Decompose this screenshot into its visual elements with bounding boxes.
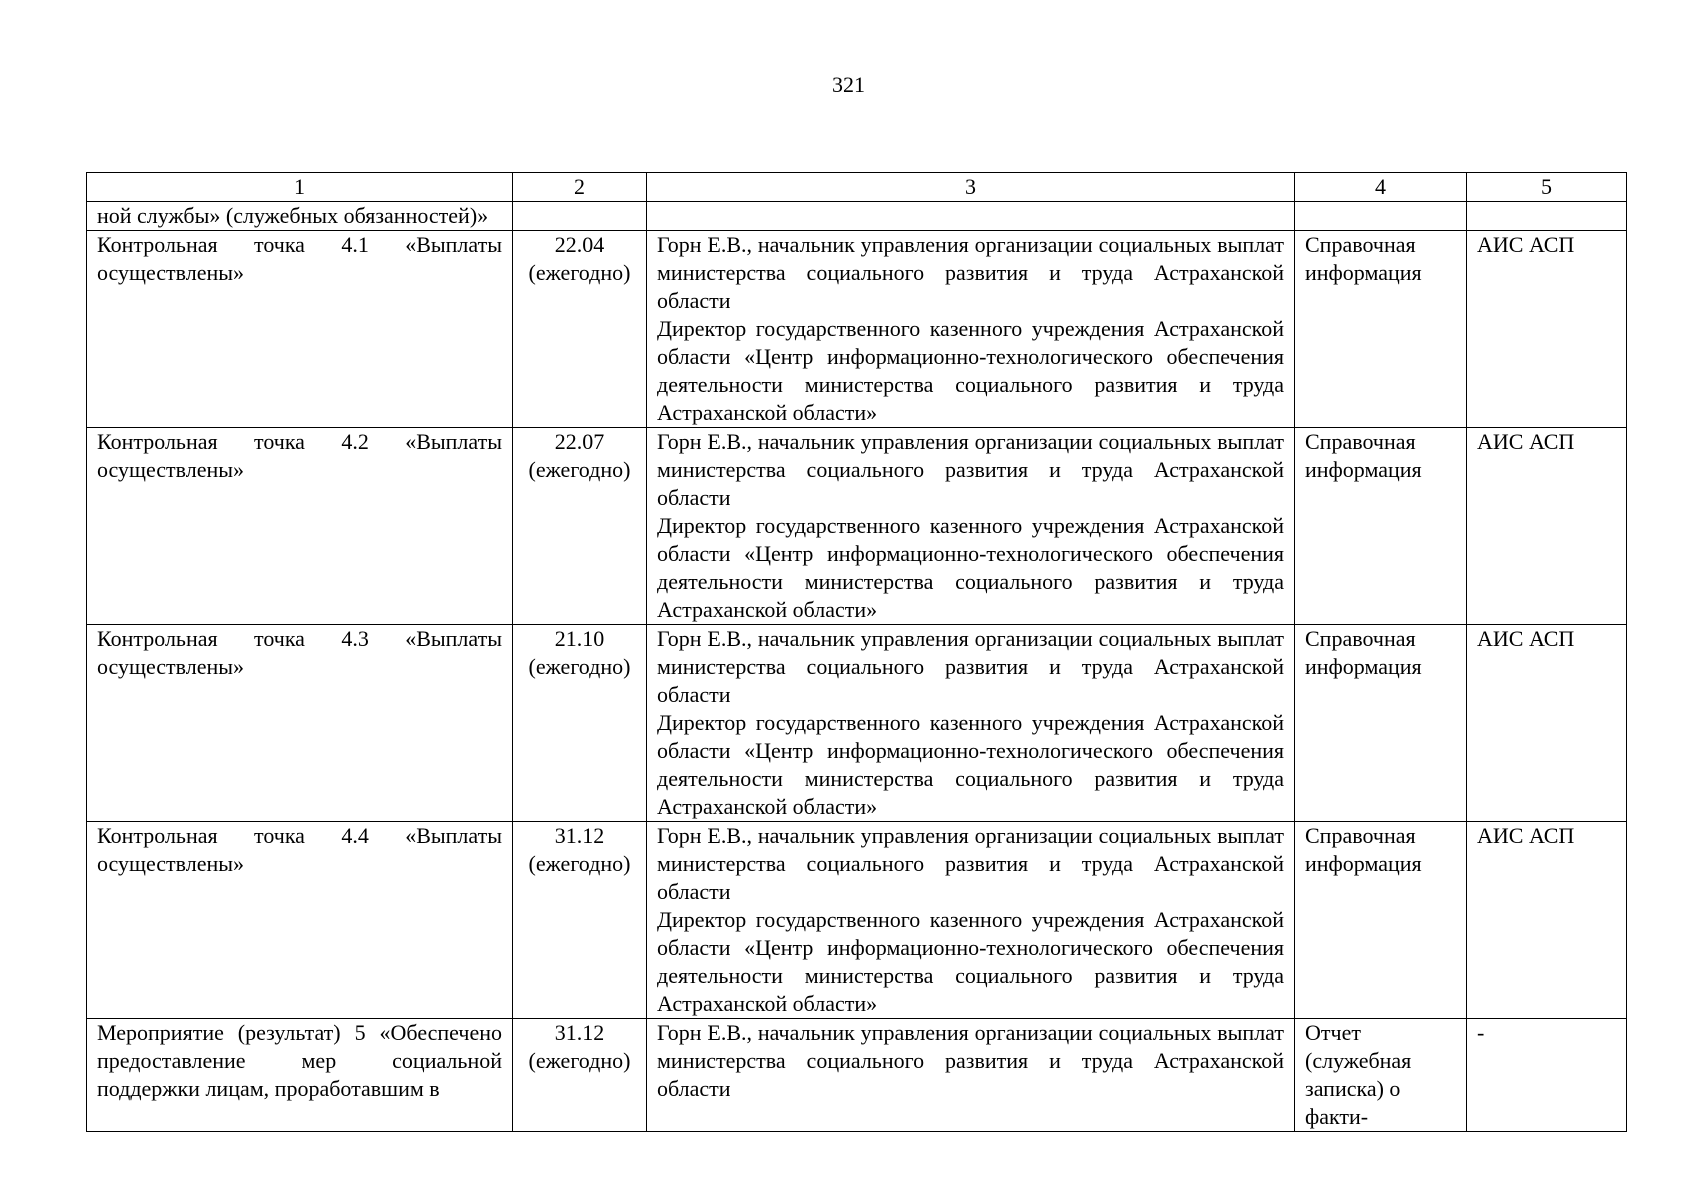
deadline-cell [513,625,647,822]
document-type-cell: Справочная информация [1295,822,1467,1019]
activity-cell: Контрольная точка 4.2 «Выплаты осуществлены» [87,428,513,625]
deadline-line: (ежегодно) [528,260,631,285]
responsible-paragraph: Горн Е.В., начальник управления организации социальных выплат министерства социального развития и труда Астраханской области [657,429,1284,510]
document-type-cell [1295,202,1467,231]
responsible-paragraph: Директор государственного казенного учреждения Астраханской области «Центр информационно-технологического обеспечения деятельности министерства социального развития и труда Астраханской области» [657,513,1284,622]
document-type-cell: Справочная информация [1295,428,1467,625]
page-number: 321 [832,72,865,97]
responsible-cell [647,231,1295,428]
responsible-paragraph: Горн Е.В., начальник управления организации социальных выплат министерства социального развития и труда Астраханской области [657,232,1284,313]
deadline-line: 22.07 [554,429,605,454]
deadline-line: 31.12 [554,1020,605,1045]
responsible-paragraph: Горн Е.В., начальник управления организации социальных выплат министерства социального развития и труда Астраханской области [657,1020,1284,1101]
responsible-cell [647,625,1295,822]
document-type-cell: Справочная информация [1295,231,1467,428]
responsible-cell [647,202,1295,231]
activity-cell: Мероприятие (результат) 5 «Обеспечено предоставление мер социальной поддержки лицам, проработавшим в [87,1019,513,1132]
activity-cell: Контрольная точка 4.4 «Выплаты осуществлены» [87,822,513,1019]
information-system-cell: АИС АСП [1467,822,1627,1019]
table-header-row [87,173,1627,202]
deadline-line: 31.12 [554,823,605,848]
deadline-cell [513,231,647,428]
responsible-paragraph: Горн Е.В., начальник управления организации социальных выплат министерства социального развития и труда Астраханской области [657,626,1284,707]
deadline-line: (ежегодно) [528,654,631,679]
table-row [87,231,1627,428]
column-header: 3 [647,173,1295,202]
responsible-paragraph: Горн Е.В., начальник управления организации социальных выплат министерства социального развития и труда Астраханской области [657,823,1284,904]
column-header: 5 [1467,173,1627,202]
activity-cell: Контрольная точка 4.3 «Выплаты осуществлены» [87,625,513,822]
activity-cell: ной службы» (служебных обязанностей)» [87,202,513,231]
deadline-cell [513,202,647,231]
table-row [87,625,1627,822]
deadline-line: 21.10 [554,626,605,651]
deadline-line: (ежегодно) [528,851,631,876]
responsible-cell [647,822,1295,1019]
information-system-cell: - [1467,1019,1627,1132]
column-header: 1 [87,173,513,202]
activity-cell: Контрольная точка 4.1 «Выплаты осуществлены» [87,231,513,428]
plan-table [86,172,1627,1132]
responsible-paragraph: Директор государственного казенного учреждения Астраханской области «Центр информационно-технологического обеспечения деятельности министерства социального развития и труда Астраханской области» [657,710,1284,819]
table-row [87,1019,1627,1132]
deadline-line: (ежегодно) [528,1048,631,1073]
column-header: 4 [1295,173,1467,202]
information-system-cell: АИС АСП [1467,625,1627,822]
responsible-cell [647,428,1295,625]
deadline-cell [513,428,647,625]
information-system-cell [1467,202,1627,231]
responsible-cell [647,1019,1295,1132]
responsible-paragraph: Директор государственного казенного учреждения Астраханской области «Центр информационно-технологического обеспечения деятельности министерства социального развития и труда Астраханской области» [657,316,1284,425]
document-type-cell: Справочная информация [1295,625,1467,822]
deadline-cell [513,1019,647,1132]
information-system-cell: АИС АСП [1467,428,1627,625]
deadline-cell [513,822,647,1019]
deadline-line: (ежегодно) [528,457,631,482]
column-header: 2 [513,173,647,202]
deadline-line: 22.04 [554,232,605,257]
table-row [87,202,1627,231]
document-type-cell: Отчет (служебная записка) о факти- [1295,1019,1467,1132]
table-row [87,428,1627,625]
information-system-cell: АИС АСП [1467,231,1627,428]
table-row [87,822,1627,1019]
responsible-paragraph: Директор государственного казенного учреждения Астраханской области «Центр информационно-технологического обеспечения деятельности министерства социального развития и труда Астраханской области» [657,907,1284,1016]
